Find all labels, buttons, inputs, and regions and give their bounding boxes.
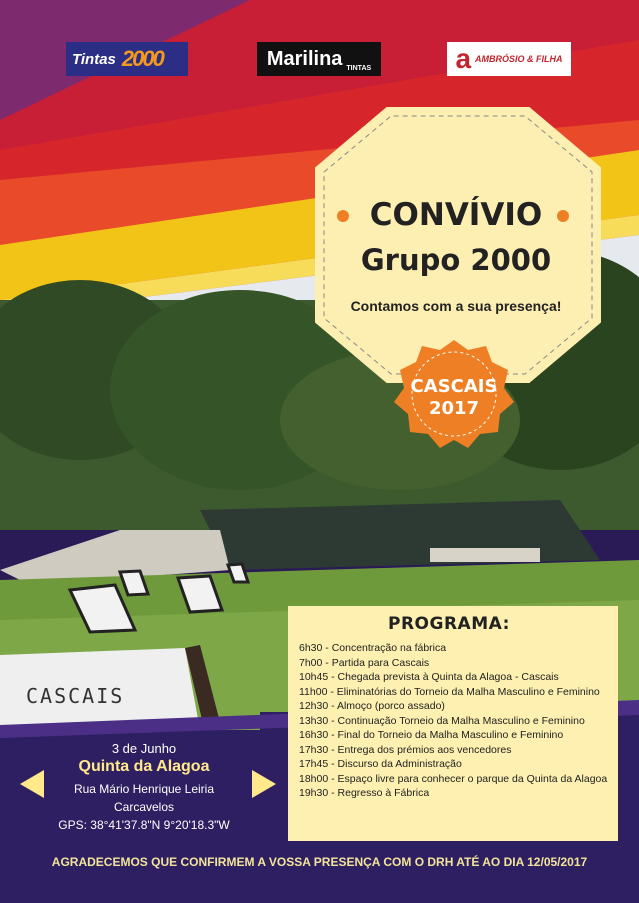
program-item: 6h30 - Concentração na fábrica — [299, 642, 447, 654]
marilina-sub: TINTAS — [346, 65, 372, 72]
event-town: Carcavelos — [113, 800, 175, 814]
tagline: Contamos com a sua presença! — [350, 298, 562, 314]
tintas-number: 2000 — [121, 46, 163, 71]
tintas-word: Tintas — [72, 50, 116, 68]
program-item: 13h30 - Continuação Torneio da Malha Masculino e Feminino — [299, 714, 585, 727]
ambrosio-logo — [447, 42, 571, 76]
program-item: 16h30 - Final do Torneio da Malha Masculino e Feminino — [299, 729, 564, 741]
program-item: 11h00 - Eliminatórias do Torneio da Malha Masculino e Feminino — [299, 685, 600, 698]
badge-city: CASCAIS — [410, 376, 498, 397]
event-venue: Quinta da Alagoa — [78, 758, 210, 775]
program-item: 17h30 - Entrega dos prémios aos vencedores — [299, 743, 512, 756]
marilina-logo — [257, 42, 381, 76]
badge-year: 2017 — [428, 398, 480, 419]
event-title: CONVÍVIO — [369, 197, 543, 233]
program-list — [299, 641, 609, 801]
event-date: 3 de Junho — [111, 741, 177, 756]
program-item: 12h30 - Almoço (porco assado) — [299, 700, 445, 712]
event-gps: GPS: 38°41'37.8"N 9°20'18.3"W — [58, 818, 230, 832]
program-item: 19h30 - Regresso à Fábrica — [299, 787, 430, 799]
ambrosio-name: AMBRÓSIO & FILHA — [475, 54, 563, 64]
chair-text: CASCAIS — [26, 684, 125, 708]
ambrosio-letter: a — [455, 43, 472, 74]
program-item: 17h45 - Discurso da Administração — [299, 758, 462, 770]
program-item: 10h45 - Chegada prevista à Quinta da Alagoa - Cascais — [299, 671, 559, 683]
event-subtitle: Grupo 2000 — [360, 243, 552, 277]
marilina-word: Marilina — [266, 47, 343, 70]
footer-rsvp: AGRADECEMOS QUE CONFIRMEM A VOSSA PRESENÇA COM O DRH ATÉ AO DIA 12/05/2017 — [51, 855, 588, 869]
event-street: Rua Mário Henrique Leiria — [73, 782, 215, 796]
cascais-badge — [403, 376, 505, 420]
program-title: PROGRAMA: — [388, 614, 510, 634]
program-item: 18h00 - Espaço livre para conhecer o parque da Quinta da Alagoa — [299, 772, 608, 785]
tintas-2000-logo — [66, 42, 188, 76]
program-item: 7h00 - Partida para Cascais — [299, 656, 430, 669]
